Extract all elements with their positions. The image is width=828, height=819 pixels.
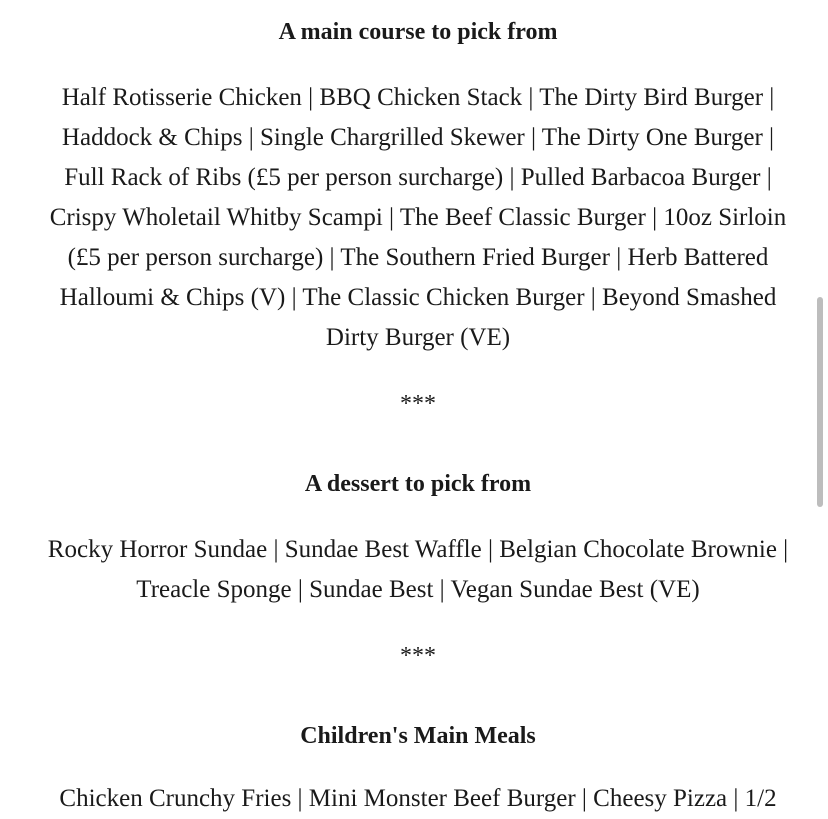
main-course-options [30, 78, 806, 358]
dessert-line: Treacle Sponge | Sundae Best | Vegan Sundae Best (VE) [136, 576, 700, 603]
dessert-options [30, 530, 806, 610]
main-course-line: Dirty Burger (VE) [325, 324, 511, 351]
main-course-line: Half Rotisserie Chicken | BBQ Chicken Stack | The Dirty Bird Burger | [61, 84, 775, 111]
main-course-heading: A main course to pick from [278, 19, 558, 45]
dessert-heading: A dessert to pick from [304, 471, 532, 497]
section-separator: *** [400, 643, 436, 669]
children-meals-line: Chicken Crunchy Fries | Mini Monster Beef Burger | Cheesy Pizza | 1/2 [59, 785, 777, 812]
section-separator: *** [400, 391, 436, 417]
main-course-line: Full Rack of Ribs (£5 per person surcharge) | Pulled Barbacoa Burger | [64, 164, 772, 191]
main-course-line: (£5 per person surcharge) | The Southern Fried Burger | Herb Battered [67, 244, 769, 271]
scrollbar-thumb[interactable] [817, 297, 823, 507]
dessert-line: Rocky Horror Sundae | Sundae Best Waffle | Belgian Chocolate Brownie | [47, 536, 789, 563]
main-course-line: Haddock & Chips | Single Chargrilled Skewer | The Dirty One Burger | [61, 124, 775, 151]
main-course-line: Crispy Wholetail Whitby Scampi | The Beef Classic Burger | 10oz Sirloin [49, 204, 787, 231]
children-meals-heading: Children's Main Meals [300, 723, 536, 749]
main-course-line: Halloumi & Chips (V) | The Classic Chicken Burger | Beyond Smashed [59, 284, 777, 311]
children-meals-options [30, 779, 806, 819]
